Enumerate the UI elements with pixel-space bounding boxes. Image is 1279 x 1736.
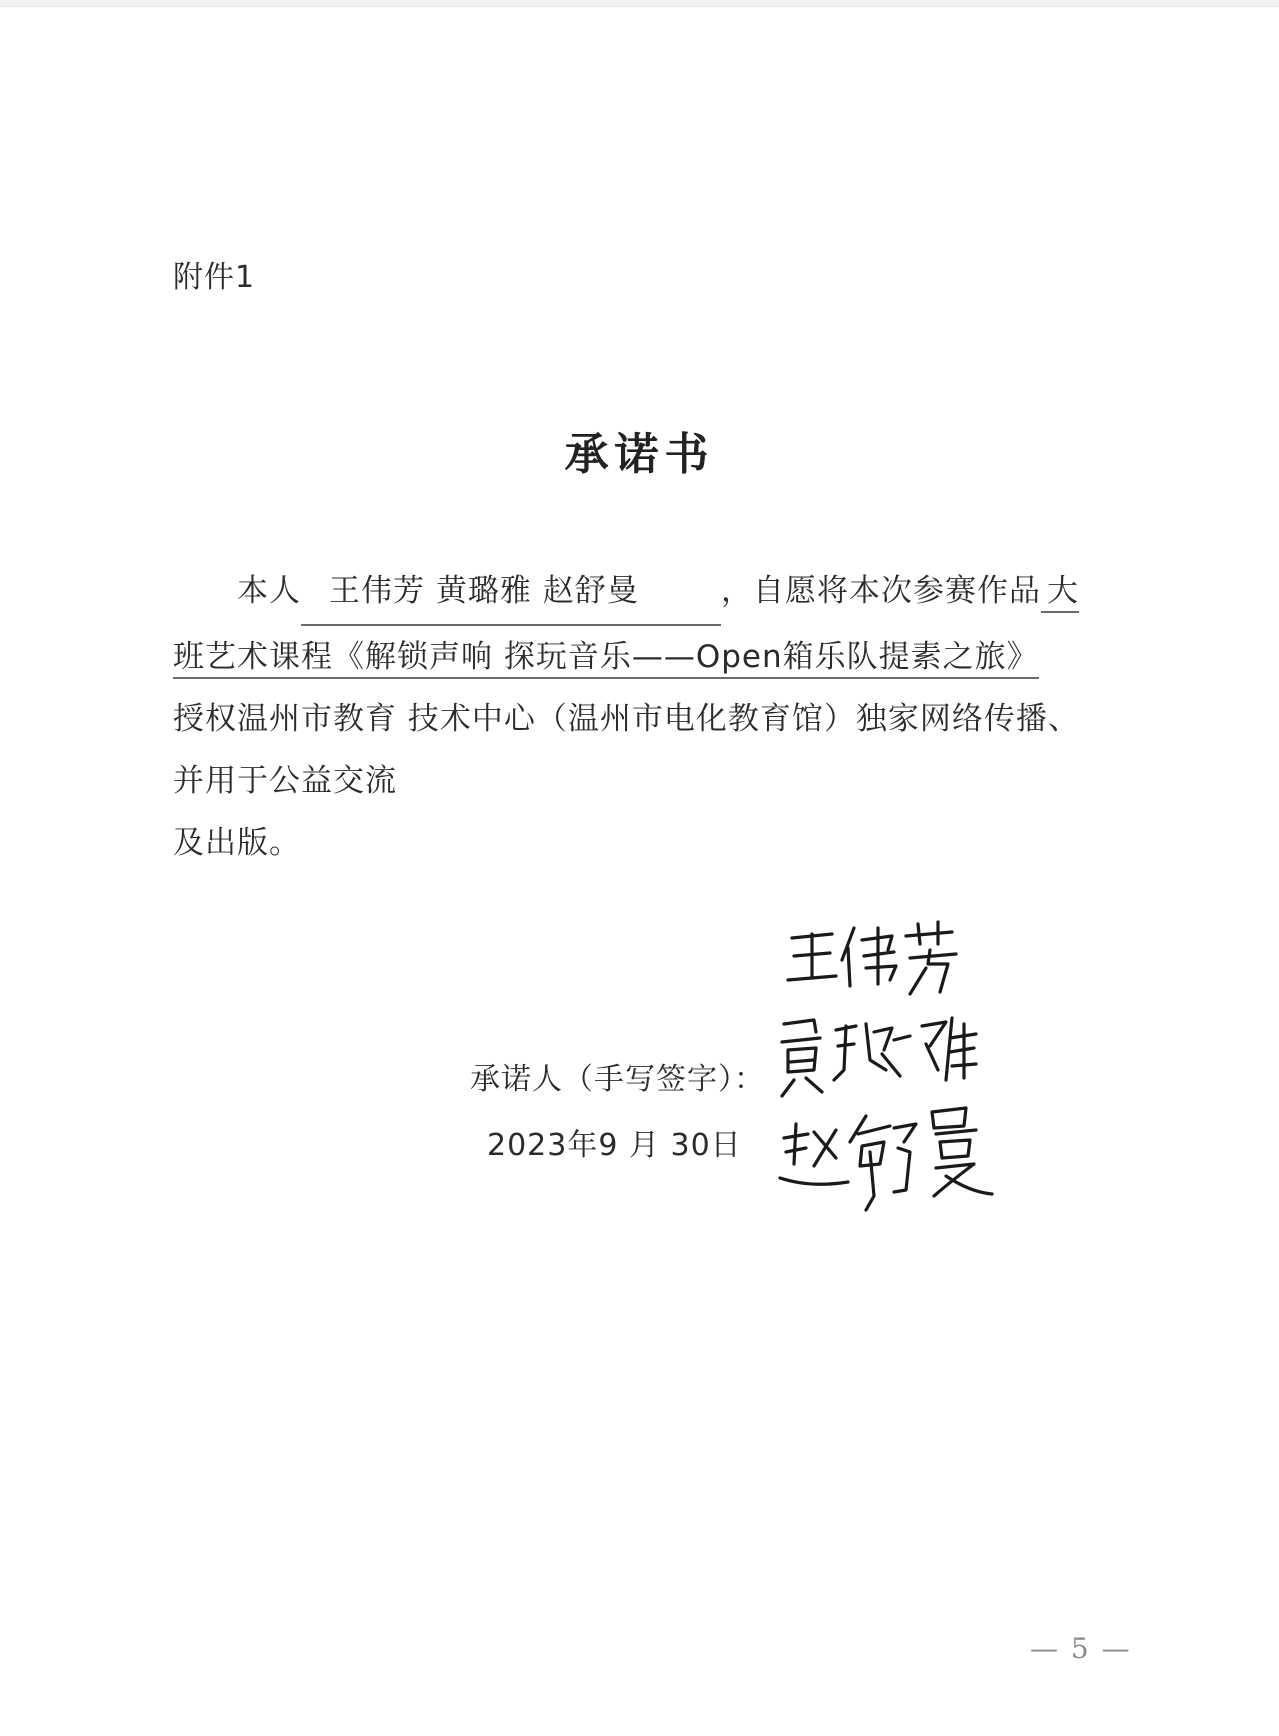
paragraph-mid: ，自愿将本次参赛作品 [721, 573, 1041, 609]
paragraph-line-3: 授权温州市教育 技术中心（温州市电化教育馆）独家网络传播、 [173, 701, 1080, 737]
work-title-part-2: 班艺术课程《解锁声响 探玩音乐——Open箱乐队提素之旅》 [173, 639, 1039, 679]
work-title-part-1: 大 [1041, 573, 1079, 613]
paragraph-line-1 [173, 560, 1123, 626]
author-names-field: 王伟芳 黄璐雅 赵舒曼 [301, 560, 721, 626]
paragraph-line-4: 并用于公益交流 [173, 763, 397, 799]
attachment-label: 附件1 [173, 260, 256, 295]
promisor-label: 承诺人（手写签字）： [470, 1062, 765, 1097]
page-number: — 5 — [1030, 1632, 1132, 1665]
signature-date: 2023年9 月 30日 [487, 1128, 742, 1163]
handwritten-signature [770, 920, 1030, 1220]
paragraph-lead: 本人 [237, 573, 301, 609]
commitment-paragraph [173, 560, 1123, 874]
document-title: 承诺书 [564, 429, 715, 480]
paragraph-line-2 [173, 626, 1123, 688]
top-border [0, 0, 1279, 7]
paragraph-line-5: 及出版。 [173, 825, 301, 861]
